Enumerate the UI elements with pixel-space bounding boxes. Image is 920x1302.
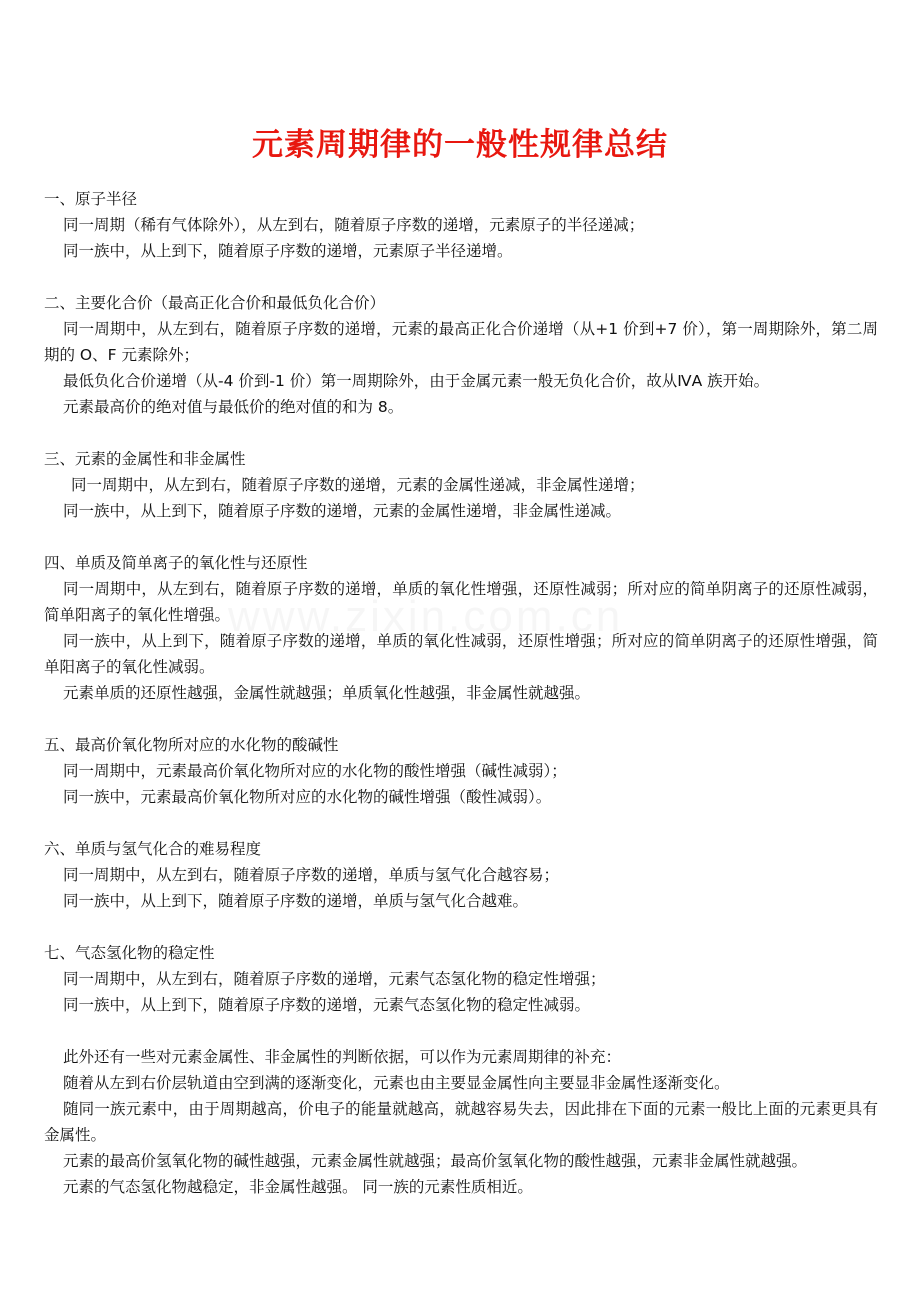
paragraph: 同一族中，从上到下，随着原子序数的递增，单质的氧化性减弱，还原性增强；所对应的简单阴离子的还原性增强，简单阳离子的氧化性减弱。 xyxy=(44,632,878,676)
section-hydrogen-combination xyxy=(44,836,878,914)
section-atomic-radius xyxy=(44,186,878,264)
paragraph: 同一族中，从上到下，随着原子序数的递增，元素的金属性递增，非金属性递减。 xyxy=(63,502,622,520)
section-valence xyxy=(44,290,878,420)
section-heading: 一、原子半径 xyxy=(44,190,138,208)
section-supplement xyxy=(44,1044,878,1200)
paragraph: 同一周期中，元素最高价氧化物所对应的水化物的酸性增强（碱性减弱）； xyxy=(63,762,567,780)
section-acid-base xyxy=(44,732,878,810)
paragraph: 元素的气态氢化物越稳定，非金属性越强。 同一族的元素性质相近。 xyxy=(63,1178,533,1196)
paragraph: 随同一族元素中，由于周期越高，价电子的能量就越高，就越容易失去，因此排在下面的元素一般比上面的元素更具有金属性。 xyxy=(44,1100,878,1144)
paragraph: 同一周期中，从左到右，随着原子序数的递增，元素的金属性递减，非金属性递增； xyxy=(71,476,645,494)
paragraph: 同一周期中，从左到右，随着原子序数的递增，单质与氢气化合越容易； xyxy=(63,866,560,884)
paragraph: 同一族中，从上到下，随着原子序数的递增，元素原子半径递增。 xyxy=(63,242,513,260)
section-metallicity xyxy=(44,446,878,524)
paragraph: 同一周期（稀有气体除外），从左到右，随着原子序数的递增，元素原子的半径递减； xyxy=(63,216,645,234)
paragraph: 同一周期中，从左到右，随着原子序数的递增，单质的氧化性增强，还原性减弱；所对应的简单阴离子的还原性减弱，简单阳离子的氧化性增强。 xyxy=(44,580,878,624)
document-body xyxy=(44,186,878,1226)
section-heading: 七、气态氢化物的稳定性 xyxy=(44,944,215,962)
paragraph: 同一族中，从上到下，随着原子序数的递增，元素气态氢化物的稳定性减弱。 xyxy=(63,996,591,1014)
section-heading: 六、单质与氢气化合的难易程度 xyxy=(44,840,262,858)
section-heading: 三、元素的金属性和非金属性 xyxy=(44,450,246,468)
section-heading: 四、单质及简单离子的氧化性与还原性 xyxy=(44,554,308,572)
paragraph: 同一周期中，从左到右，随着原子序数的递增，元素的最高正化合价递增（从+1 价到+7 价），第一周期除外，第二周期的 O、F 元素除外； xyxy=(44,320,878,364)
paragraph: 随着从左到右价层轨道由空到满的逐渐变化，元素也由主要显金属性向主要显非金属性逐渐变化。 xyxy=(63,1074,730,1092)
section-heading: 二、主要化合价（最高正化合价和最低负化合价） xyxy=(44,294,386,312)
paragraph: 同一族中，从上到下，随着原子序数的递增，单质与氢气化合越难。 xyxy=(63,892,529,910)
paragraph: 最低负化合价递增（从-4 价到-1 价）第一周期除外，由于金属元素一般无负化合价，故从ⅣA 族开始。 xyxy=(63,372,770,390)
section-redox xyxy=(44,550,878,706)
section-hydride-stability xyxy=(44,940,878,1018)
paragraph: 元素最高价的绝对值与最低价的绝对值的和为 8。 xyxy=(63,398,404,416)
paragraph: 同一族中，元素最高价氧化物所对应的水化物的碱性增强（酸性减弱）。 xyxy=(63,788,552,806)
section-heading: 五、最高价氧化物所对应的水化物的酸碱性 xyxy=(44,736,339,754)
paragraph: 此外还有一些对元素金属性、非金属性的判断依据，可以作为元素周期律的补充： xyxy=(63,1048,622,1066)
paragraph: 元素单质的还原性越强，金属性就越强；单质氧化性越强，非金属性就越强。 xyxy=(63,684,591,702)
paragraph: 同一周期中，从左到右，随着原子序数的递增，元素气态氢化物的稳定性增强； xyxy=(63,970,606,988)
paragraph: 元素的最高价氢氧化物的碱性越强，元素金属性就越强；最高价氢氧化物的酸性越强，元素非金属性就越强。 xyxy=(63,1152,808,1170)
page-title: 元素周期律的一般性规律总结 xyxy=(252,126,668,163)
watermark: www.zixin.com.cn xyxy=(228,592,624,641)
